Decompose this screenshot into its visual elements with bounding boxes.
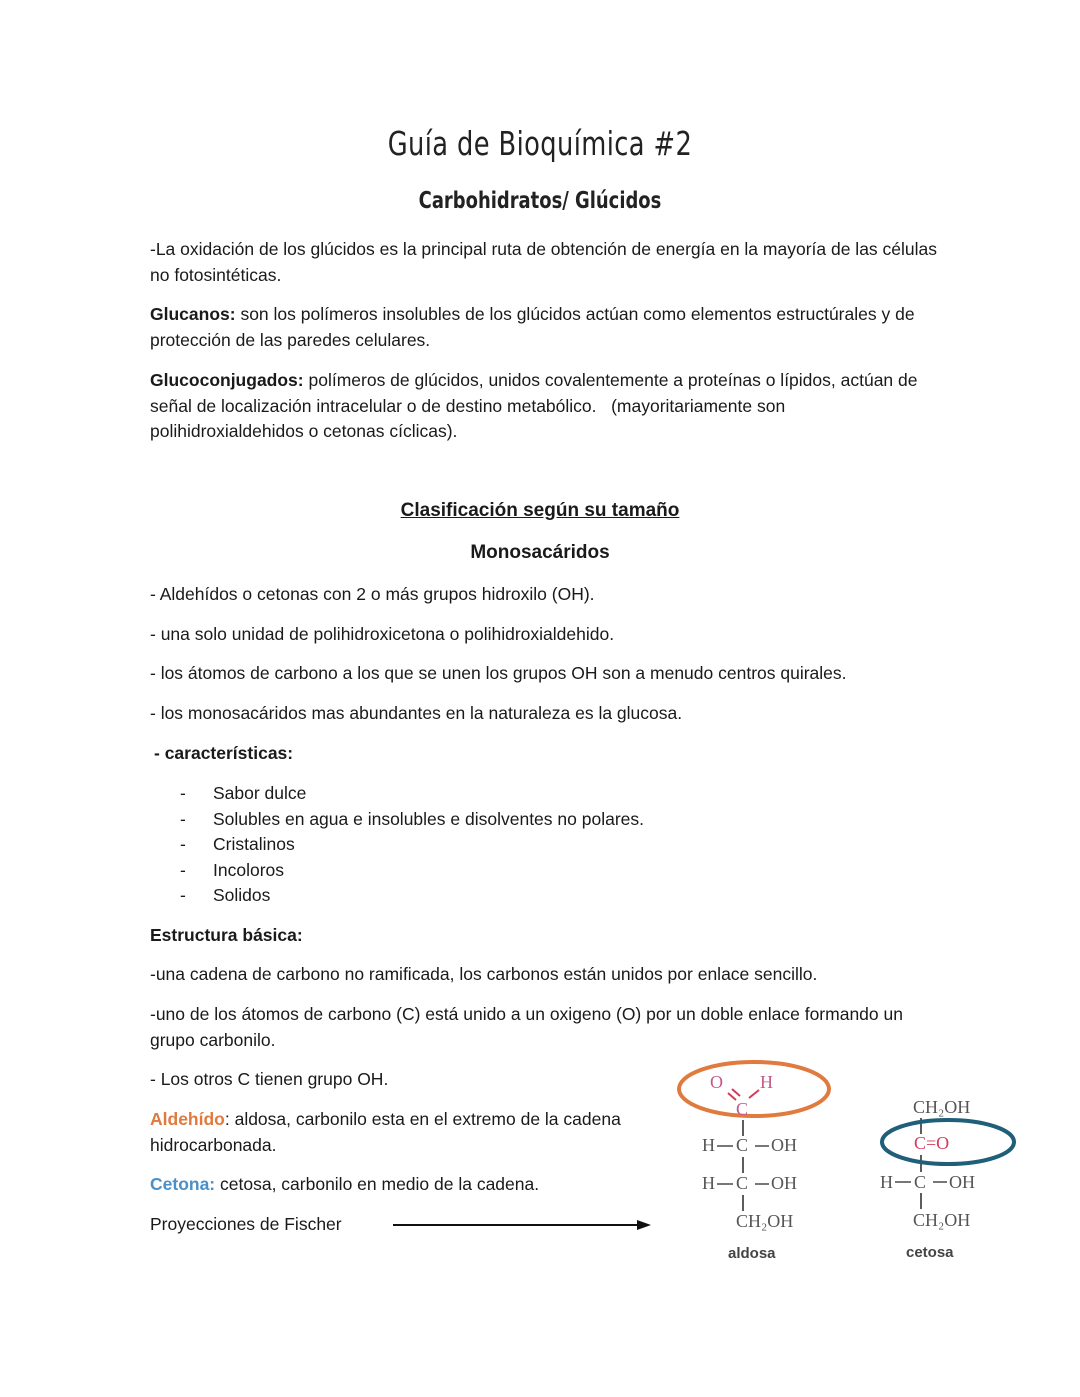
structure-point: -uno de los átomos de carbono (C) está unido a un oxigeno (O) por un doble enlace formando un grupo carbonilo. — [150, 1004, 903, 1050]
section-heading-classification: Clasificación según su tamaño — [400, 500, 680, 521]
aldosa-caption: aldosa — [728, 1245, 776, 1262]
ketone-term: Cetona: — [150, 1174, 216, 1194]
aldehyde-term: Aldehído — [150, 1109, 225, 1129]
aldosa-row2-oh: OH — [771, 1173, 797, 1193]
cetosa-row1-h: H — [880, 1172, 893, 1192]
bullet-dash: - — [180, 885, 186, 906]
intro-paragraph: -La oxidación de los glúcidos es la principal ruta de obtención de energía en la mayoría de las células no fotosintéticas. — [150, 239, 938, 285]
list-item — [180, 807, 644, 833]
bullet-dash: - — [180, 834, 186, 855]
aldosa-row2-c: C — [736, 1173, 749, 1193]
arrow-right-icon — [393, 1218, 651, 1232]
list-item — [180, 883, 644, 909]
structure-point: -una cadena de carbono no ramificada, los carbonos están unidos por enlace sencillo. — [150, 964, 818, 984]
aldehyde-text: : aldosa, carbonilo esta en el extremo de la cadena hidrocarbonada. — [150, 1109, 621, 1155]
cetosa-row1-c: C — [914, 1172, 927, 1192]
list-item-text: Solidos — [213, 885, 271, 906]
structure-heading: Estructura básica: — [150, 925, 303, 945]
characteristics-list — [180, 781, 644, 909]
list-item-text: Incoloros — [213, 859, 285, 880]
definition-glucoconjugados — [150, 368, 940, 445]
cetosa-bottom: CH₂OH — [913, 1210, 971, 1230]
bullet-dash: - — [180, 808, 186, 829]
aldosa-carbonyl-oxygen: O — [710, 1072, 723, 1092]
aldosa-bottom: CH₂OH — [736, 1211, 794, 1231]
aldehyde-definition — [150, 1107, 660, 1158]
bullet-dash: - — [180, 783, 186, 803]
cetosa-caption: cetosa — [906, 1244, 954, 1261]
definition-glucanos — [150, 302, 940, 353]
characteristics-label: - características: — [154, 743, 294, 763]
definition-term: Glucanos: — [150, 304, 236, 324]
aldosa-row1-h: H — [702, 1135, 715, 1155]
definition-text: son los polímeros insolubles de los glúcidos actúan como elementos estructúrales y de protección de las paredes celulares. — [150, 304, 915, 350]
bullet-dash: - — [180, 859, 186, 880]
list-item — [180, 832, 644, 858]
classification-point: - Aldehídos o cetonas con 2 o más grupos hidroxilo (OH). — [150, 584, 595, 604]
aldosa-carbonyl-carbon: C — [736, 1099, 749, 1119]
aldosa-row1-oh: OH — [771, 1135, 797, 1155]
list-item — [180, 781, 644, 807]
section-subheading-monosacaridos: Monosacáridos — [470, 542, 610, 563]
classification-point: - los monosacáridos mas abundantes en la naturaleza es la glucosa. — [150, 703, 683, 723]
cetosa-row1-oh: OH — [949, 1172, 975, 1192]
fischer-label: Proyecciones de Fischer — [150, 1214, 342, 1234]
page-title: Guía de Bioquímica #2 — [387, 124, 693, 163]
aldosa-carbonyl-ring — [676, 1058, 836, 1122]
cetosa-carbonyl: C=O — [914, 1133, 950, 1153]
list-item-text: Sabor dulce — [213, 783, 307, 803]
definition-term: Glucoconjugados: — [150, 370, 304, 390]
ketone-text: cetosa, carbonilo en medio de la cadena. — [215, 1174, 540, 1194]
list-item-text: Solubles en agua e insolubles e disolventes no polares. — [213, 808, 644, 829]
aldosa-carbonyl-hydrogen: H — [760, 1072, 773, 1092]
classification-point: - una solo unidad de polihidroxicetona o polihidroxialdehido. — [150, 624, 615, 644]
aldosa-row1-c: C — [736, 1135, 749, 1155]
cetosa-top: CH₂OH — [913, 1097, 971, 1117]
classification-point: - los átomos de carbono a los que se unen los grupos OH son a menudo centros quirales. — [150, 663, 847, 683]
definition-text: polímeros de glúcidos, unidos covalentemente a proteínas o lípidos, actúan de señal de localización intracelular o de destino metabólico. (mayoritariamente son polihidroxialdehidos o cetonas cíclicas). — [150, 370, 923, 441]
aldosa-row2-h: H — [702, 1173, 715, 1193]
ketone-definition — [150, 1172, 660, 1198]
list-item — [180, 858, 644, 884]
page-subtitle: Carbohidratos/ Glúcidos — [418, 188, 662, 214]
list-item-text: Cristalinos — [213, 834, 295, 855]
structure-point: - Los otros C tienen grupo OH. — [150, 1069, 389, 1089]
